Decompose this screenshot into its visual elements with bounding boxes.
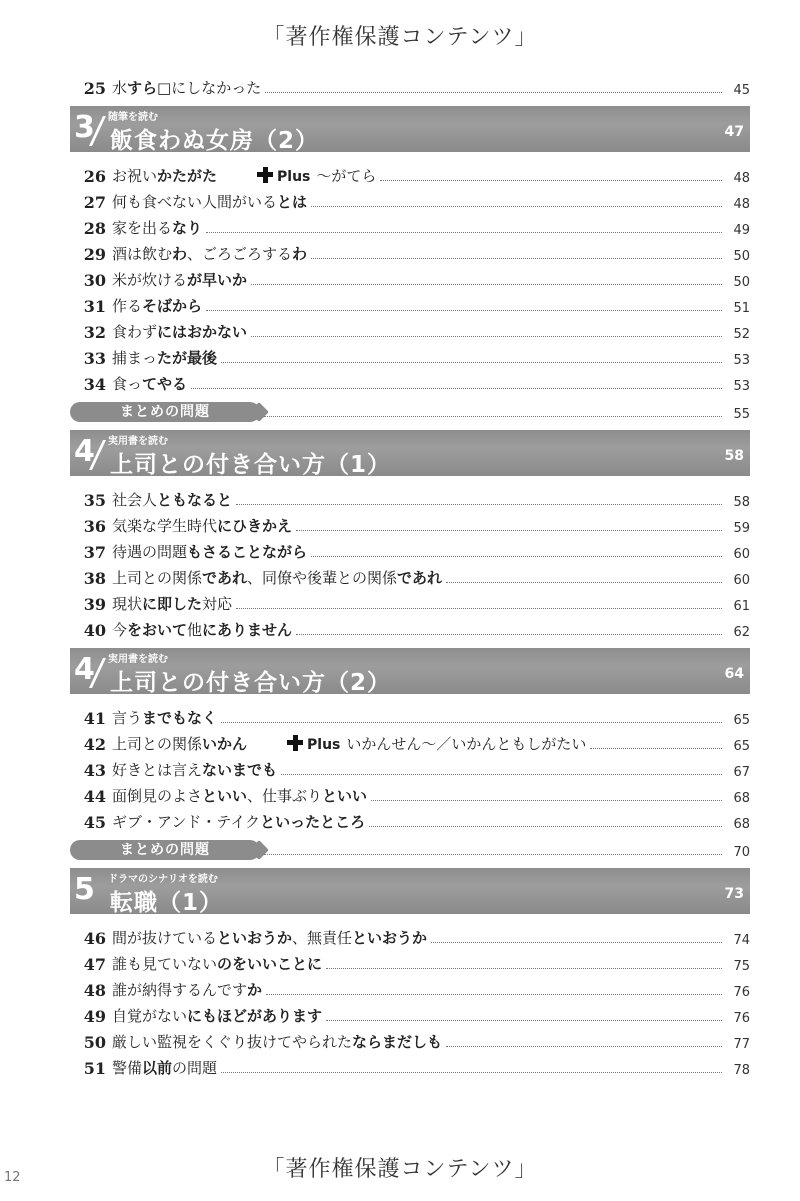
toc-entry-31[interactable] (70, 290, 750, 316)
entry-page: 62 (733, 625, 750, 640)
chapter-number: 5 (74, 872, 95, 907)
watermark-top: 「著作権保護コンテンツ」 (262, 25, 538, 50)
entry-number: 40 (83, 621, 106, 640)
toc-entry-44[interactable] (70, 780, 750, 806)
entry-title: 気楽な学生時代にひきかえ (112, 517, 293, 535)
entry-page: 52 (733, 327, 750, 342)
entry-page: 74 (733, 933, 750, 948)
entry-number: 28 (83, 219, 106, 238)
chapter-category: ドラマのシナリオを読む (108, 874, 218, 885)
entry-number: 32 (83, 323, 106, 342)
chapter-title: 上司との付き合い方（2） (110, 670, 392, 696)
leader-dots (380, 180, 722, 181)
entry-page: 61 (733, 599, 750, 614)
toc-entry-25[interactable] (70, 72, 750, 98)
entry-title: 上司との関係いかん (112, 735, 248, 753)
chapter-banner-3[interactable] (70, 106, 750, 152)
entry-number: 51 (83, 1059, 106, 1078)
entry-number: 46 (83, 929, 106, 948)
entry-number: 38 (83, 569, 106, 588)
entry-number: 49 (83, 1007, 106, 1026)
toc-entry-41[interactable] (70, 702, 750, 728)
toc-entry-33[interactable] (70, 342, 750, 368)
entry-number: 27 (83, 193, 106, 212)
summary-pill: まとめの問題 (70, 840, 260, 860)
leader-dots (431, 942, 722, 943)
toc-entry-37[interactable] (70, 536, 750, 562)
page-number: 12 (4, 1170, 21, 1185)
leader-dots (236, 608, 722, 609)
leader-dots (251, 336, 722, 337)
plus-icon (287, 735, 303, 751)
entry-title: 社会人ともなると (112, 491, 233, 509)
plus-note: Plus いかんせん～／いかんともしがたい (287, 733, 586, 754)
entry-page: 50 (733, 275, 750, 290)
entry-page: 59 (733, 521, 750, 536)
entry-number: 41 (83, 709, 106, 728)
toc-entry-27[interactable] (70, 186, 750, 212)
toc-entry-45[interactable] (70, 806, 750, 832)
chapter-banner-5[interactable] (70, 868, 750, 914)
plus-note: Plus ～がてら (257, 165, 376, 186)
toc-entry-48[interactable] (70, 974, 750, 1000)
leader-dots (326, 968, 722, 969)
entry-title: 言うまでもなく (112, 709, 218, 727)
leader-dots (371, 800, 722, 801)
chapter-category: 実用書を読む (108, 654, 168, 665)
entry-page: 48 (733, 171, 750, 186)
entry-title: 警備以前の問題 (112, 1059, 218, 1077)
entry-title: 厳しい監視をくぐり抜けてやられたならまだしも (112, 1033, 443, 1051)
toc-entry-38[interactable] (70, 562, 750, 588)
chapter-page: 58 (724, 448, 744, 464)
chapter-banner-4-1[interactable] (70, 430, 750, 476)
entry-number: 29 (83, 245, 106, 264)
entry-title: 今をおいて他にありません (112, 621, 293, 639)
chapter-banner-4-2[interactable] (70, 648, 750, 694)
entry-number: 36 (83, 517, 106, 536)
chapter-category: 実用書を読む (108, 436, 168, 447)
chapter-number: 4 (74, 652, 95, 687)
toc-entry-26[interactable] (70, 160, 750, 186)
leader-dots (311, 556, 722, 557)
toc-entry-50[interactable] (70, 1026, 750, 1052)
entry-number: 47 (83, 955, 106, 974)
leader-dots (311, 258, 722, 259)
toc-entry-28[interactable] (70, 212, 750, 238)
entry-page: 67 (733, 765, 750, 780)
toc-entry-34[interactable] (70, 368, 750, 394)
entry-number: 33 (83, 349, 106, 368)
leader-dots (296, 530, 722, 531)
leader-dots (206, 232, 722, 233)
summary-entry-1[interactable] (70, 396, 750, 422)
entry-title: 何も食べない人間がいるとは (112, 193, 308, 211)
entry-number: 39 (83, 595, 106, 614)
chapter-title: 飯食わぬ女房（2） (110, 128, 320, 154)
toc-entry-43[interactable] (70, 754, 750, 780)
entry-number: 25 (83, 79, 106, 98)
entry-number: 34 (83, 375, 106, 394)
leader-dots (446, 1046, 722, 1047)
toc-entry-35[interactable] (70, 484, 750, 510)
toc-entry-40[interactable] (70, 614, 750, 640)
entry-page: 70 (733, 845, 750, 860)
summary-pill: まとめの問題 (70, 402, 260, 422)
chapter-title: 転職（1） (110, 890, 224, 916)
leader-dots (221, 1072, 722, 1073)
entry-title: 食ってやる (112, 375, 188, 393)
entry-page: 68 (733, 791, 750, 806)
toc-entry-36[interactable] (70, 510, 750, 536)
entry-number: 42 (83, 735, 106, 754)
entry-title: 誰も見ていないのをいいことに (112, 955, 323, 973)
entry-page: 60 (733, 573, 750, 588)
entry-page: 58 (733, 495, 750, 510)
summary-entry-2[interactable] (70, 834, 750, 860)
leader-dots (311, 206, 722, 207)
leader-dots (281, 774, 722, 775)
leader-dots (266, 994, 722, 995)
entry-page: 51 (733, 301, 750, 316)
toc-entry-30[interactable] (70, 264, 750, 290)
entry-title: 家を出るなり (112, 219, 203, 237)
entry-number: 35 (83, 491, 106, 510)
entry-page: 50 (733, 249, 750, 264)
entry-page: 55 (733, 407, 750, 422)
toc-entry-42[interactable] (70, 728, 750, 754)
leader-dots (221, 362, 722, 363)
entry-title: 自覚がないにもほどがあります (112, 1007, 323, 1025)
toc-entry-39[interactable] (70, 588, 750, 614)
leader-dots (191, 388, 722, 389)
entry-title: 食わずにはおかない (112, 323, 248, 341)
entry-number: 31 (83, 297, 106, 316)
entry-page: 65 (733, 739, 750, 754)
leader-dots (590, 748, 722, 749)
entry-title: 誰が納得するんですか (112, 981, 263, 999)
entry-page: 77 (733, 1037, 750, 1052)
entry-page: 68 (733, 817, 750, 832)
entry-page: 75 (733, 959, 750, 974)
leader-dots (264, 854, 722, 855)
leader-dots (206, 310, 722, 311)
entry-page: 60 (733, 547, 750, 562)
toc-entry-29[interactable] (70, 238, 750, 264)
entry-page: 53 (733, 379, 750, 394)
leader-dots (296, 634, 722, 635)
leader-dots (326, 1020, 722, 1021)
entry-number: 37 (83, 543, 106, 562)
toc-entry-51[interactable] (70, 1052, 750, 1078)
toc-entry-47[interactable] (70, 948, 750, 974)
leader-dots (221, 722, 722, 723)
entry-page: 76 (733, 985, 750, 1000)
entry-title: 酒は飲むわ、ごろごろするわ (112, 245, 308, 263)
entry-title: 面倒見のよさといい、仕事ぶりといい (112, 787, 368, 805)
entry-title: 上司との関係であれ、同僚や後輩との関係であれ (112, 569, 443, 587)
entry-number: 43 (83, 761, 106, 780)
leader-dots (264, 416, 722, 417)
watermark-bottom: 「著作権保護コンテンツ」 (262, 1157, 538, 1182)
entry-page: 45 (733, 83, 750, 98)
entry-number: 44 (83, 787, 106, 806)
leader-dots (236, 504, 722, 505)
entry-title: ギブ・アンド・テイクといったところ (112, 813, 366, 831)
entry-number: 45 (83, 813, 106, 832)
leader-dots (369, 826, 722, 827)
chapter-page: 64 (724, 666, 744, 682)
entry-number: 50 (83, 1033, 106, 1052)
chapter-number: 3 (74, 110, 95, 145)
entry-title: 水すら□にしなかった (112, 79, 262, 97)
entry-title: 捕まったが最後 (112, 349, 218, 367)
entry-page: 49 (733, 223, 750, 238)
entry-page: 53 (733, 353, 750, 368)
chapter-title: 上司との付き合い方（1） (110, 452, 392, 478)
leader-dots (265, 92, 722, 93)
entry-title: 米が炊けるが早いか (112, 271, 248, 289)
leader-dots (446, 582, 722, 583)
toc-entry-49[interactable] (70, 1000, 750, 1026)
entry-page: 76 (733, 1011, 750, 1026)
toc-entry-46[interactable] (70, 922, 750, 948)
entry-title: 間が抜けているといおうか、無責任といおうか (112, 929, 428, 947)
chapter-page: 47 (724, 124, 744, 140)
toc-entry-32[interactable] (70, 316, 750, 342)
entry-title: 現状に即した対応 (112, 595, 233, 613)
entry-number: 30 (83, 271, 106, 290)
entry-title: 好きとは言えないまでも (112, 761, 278, 779)
entry-number: 26 (83, 167, 106, 186)
entry-title: 作るそばから (112, 297, 203, 315)
plus-icon (257, 167, 273, 183)
entry-title: お祝いかたがた (112, 167, 218, 185)
chapter-number: 4 (74, 434, 95, 469)
chapter-page: 73 (724, 886, 744, 902)
entry-number: 48 (83, 981, 106, 1000)
entry-page: 65 (733, 713, 750, 728)
entry-page: 48 (733, 197, 750, 212)
chapter-category: 随筆を読む (108, 112, 158, 123)
entry-page: 78 (733, 1063, 750, 1078)
table-of-contents (70, 72, 750, 1078)
leader-dots (251, 284, 722, 285)
entry-title: 待遇の問題もさることながら (112, 543, 308, 561)
